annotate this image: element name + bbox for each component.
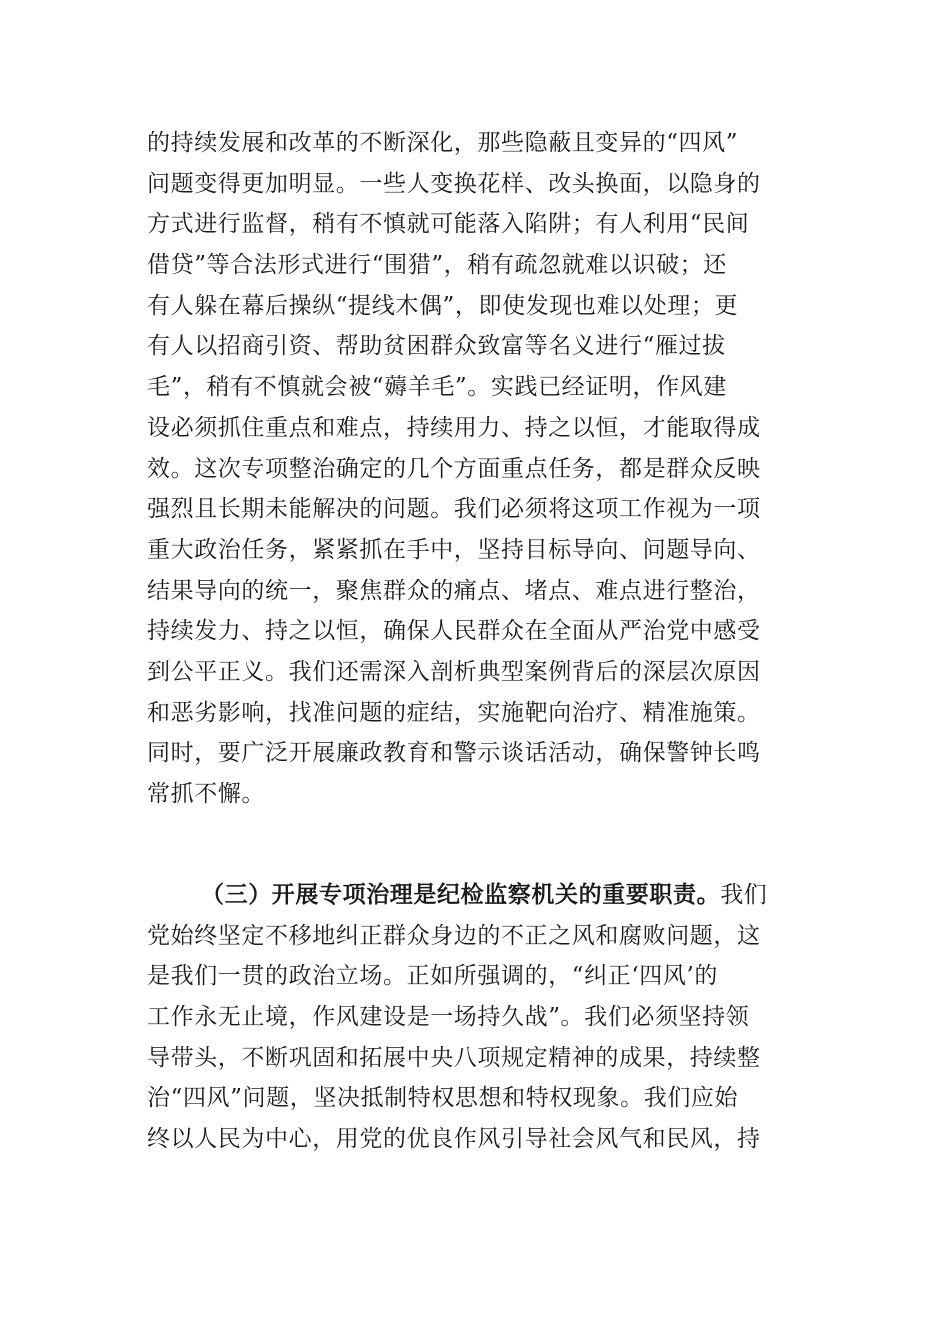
text-line: 同时，要广泛开展廉政教育和警示谈话活动，确保警钟长鸣 xyxy=(147,740,761,767)
text-line: 导带头，不断巩固和拓展中央八项规定精神的成果，持续整 xyxy=(147,1044,761,1071)
text-line: 终以人民为中心，用党的优良作风引导社会风气和民风，持 xyxy=(147,1126,761,1153)
text-line: 的持续发展和改革的不断深化，那些隐蔽且变异的“四风” xyxy=(147,130,739,156)
text-line: 强烈且长期未能解决的问题。我们必须将这项工作视为一项 xyxy=(147,496,761,523)
text-fragment: 我们 xyxy=(720,882,768,908)
text-line: 有人以招商引资、帮助贫困群众致富等名义进行“雁过拔 xyxy=(147,333,726,360)
text-line: 重大政治任务，紧紧抓在手中，坚持目标导向、问题导向、 xyxy=(147,536,761,563)
text-line: 效。这次专项整治确定的几个方面重点任务，都是群众反映 xyxy=(147,455,761,482)
text-line: 治“四风”问题，坚决抵制特权思想和特权现象。我们应始 xyxy=(147,1085,739,1112)
text-line: 和恶劣影响，找准问题的症结，实施靶向治疗、精准施策。 xyxy=(147,699,761,726)
text-line: 问题变得更加明显。一些人变换花样、改头换面，以隐身的 xyxy=(147,170,761,197)
text-line: 工作永无止境，作风建设是一场持久战”。我们必须坚持领 xyxy=(147,1004,750,1031)
paragraph-2 xyxy=(147,875,807,1160)
section-heading: （三）开展专项治理是纪检监察机关的重要职责。 xyxy=(201,881,721,908)
paragraph-2-first-line xyxy=(147,875,807,916)
text-line: 党始终坚定不移地纠正群众身边的不正之风和腐败问题，这 xyxy=(147,922,761,949)
text-line: 设必须抓住重点和难点，持续用力、持之以恒，才能取得成 xyxy=(147,414,761,441)
paragraph-1 xyxy=(147,123,807,815)
text-line: 毛”，稍有不慎就会被“薅羊毛”。实践已经证明，作风建 xyxy=(147,374,727,401)
text-line: 方式进行监督，稍有不慎就可能落入陷阱；有人利用“民间 xyxy=(147,211,750,238)
text-line: 结果导向的统一，聚焦群众的痛点、堵点、难点进行整治， xyxy=(147,577,761,604)
text-line: 到公平正义。我们还需深入剖析典型案例背后的深层次原因 xyxy=(147,658,761,685)
text-line: 是我们一贯的政治立场。正如所强调的，“纠正‘四风’的 xyxy=(147,963,718,990)
text-line: 持续发力、持之以恒，确保人民群众在全面从严治党中感受 xyxy=(147,618,761,645)
text-line: 常抓不懈。 xyxy=(147,781,265,807)
text-line: 有人躲在幕后操纵“提线木偶”，即使发现也难以处理；更 xyxy=(147,292,739,319)
text-line: 借贷”等合法形式进行“围猎”，稍有疏忽就难以识破；还 xyxy=(147,252,727,279)
